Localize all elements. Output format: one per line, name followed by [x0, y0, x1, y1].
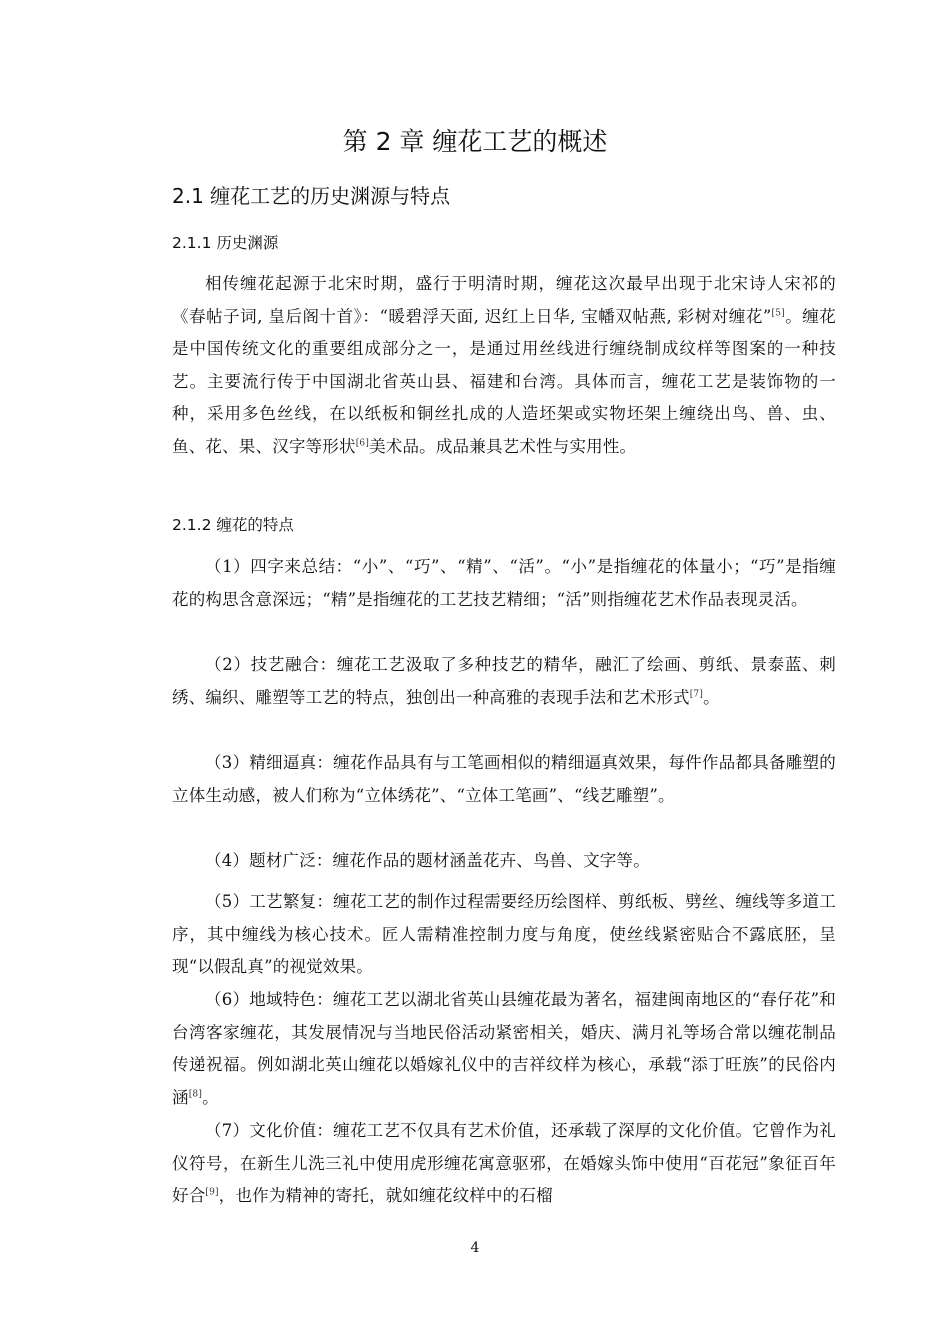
paragraph-text: （7）文化价值：缠花工艺不仅具有艺术价值，还承载了深厚的文化价值。它曾作为礼仪符号，在新生儿洗三礼中使用虎形缠花寓意驱邪，在婚嫁头饰中使用“百花冠”象征百年好合	[172, 1121, 836, 1205]
section-title: 2.1 缠花工艺的历史渊源与特点	[172, 184, 451, 208]
paragraph-text: 。	[703, 687, 720, 707]
paragraph-text: （6）地域特色：缠花工艺以湖北省英山县缠花最为著名，福建闽南地区的“春仔花”和台湾客家缠花，其发展情况与当地民俗活动紧密相关，婚庆、满月礼等场合常以缠花制品传递祝福。例如湖北英山缠花以婚嫁礼仪中的吉祥纹样为核心，承载“添丁旺族”的民俗内涵	[172, 990, 836, 1107]
paragraph-feature-2	[172, 649, 836, 714]
citation-7: [7]	[689, 689, 704, 699]
paragraph-history	[172, 268, 836, 463]
citation-5: [5]	[771, 308, 785, 318]
page-number: 4	[470, 1240, 480, 1256]
chapter-title: 第 2 章 缠花工艺的概述	[342, 127, 608, 156]
subsection-title-history: 2.1.1 历史渊源	[172, 234, 279, 252]
paragraph-text: ，也作为精神的寄托，就如缠花纹样中的石榴	[218, 1186, 553, 1205]
subsection-title-features: 2.1.2 缠花的特点	[172, 516, 294, 534]
paragraph-text: 。缠花是中国传统文化的重要组成部分之一，是通过用丝线进行缠绕制成纹样等图案的一种技艺。主要流行传于中国湖北省英山县、福建和台湾。具体而言，缠花工艺是装饰物的一种，采用多色丝线，在以纸板和铜丝扎成的人造坯架或实物坯架上缠绕出鸟、兽、虫、鱼、花、果、汉字等形状	[172, 306, 836, 456]
paragraph-feature-7	[172, 1115, 836, 1213]
paragraph-feature-5: （5）工艺繁复：缠花工艺的制作过程需要经历绘图样、剪纸板、劈丝、缠线等多道工序，其中缠线为核心技术。匠人需精准控制力度与角度，使丝线紧密贴合不露底胚，呈现“以假乱真”的视觉效果。	[172, 892, 836, 976]
citation-8: [8]	[188, 1089, 203, 1099]
citation-6: [6]	[355, 438, 370, 448]
paragraph-text: 美术品。成品兼具艺术性与实用性。	[369, 436, 637, 456]
paragraph-feature-3: （3）精细逼真：缠花作品具有与工笔画相似的精细逼真效果，每件作品都具备雕塑的立体生动感，被人们称为“立体绣花”、“立体工笔画”、“线艺雕塑”。	[172, 753, 836, 805]
paragraph-feature-6	[172, 984, 836, 1114]
paragraph-text: 相传缠花起源于北宋时期，盛行于明清时期，缠花这次最早出现于北宋诗人宋祁的《春帖子词, 皇后阁十首》：“暖碧浮天面, 迟红上日华, 宝幡双帖燕, 彩树对缠花”	[172, 274, 836, 326]
paragraph-feature-4: （4）题材广泛：缠花作品的题材涵盖花卉、鸟兽、文字等。	[205, 851, 650, 870]
citation-9: [9]	[205, 1187, 219, 1198]
paragraph-feature-1: （1）四字来总结：“小”、“巧”、“精”、“活”。“小”是指缠花的体量小；“巧”是指缠花的构思含意深远；“精”是指缠花的工艺技艺精细；“活”则指缠花艺术作品表现灵活。	[172, 557, 836, 609]
paragraph-text: 。	[202, 1087, 219, 1107]
paragraph-text: （2）技艺融合：缠花工艺汲取了多种技艺的精华，融汇了绘画、剪纸、景泰蓝、刺绣、编织、雕塑等工艺的特点，独创出一种高雅的表现手法和艺术形式	[172, 655, 836, 707]
